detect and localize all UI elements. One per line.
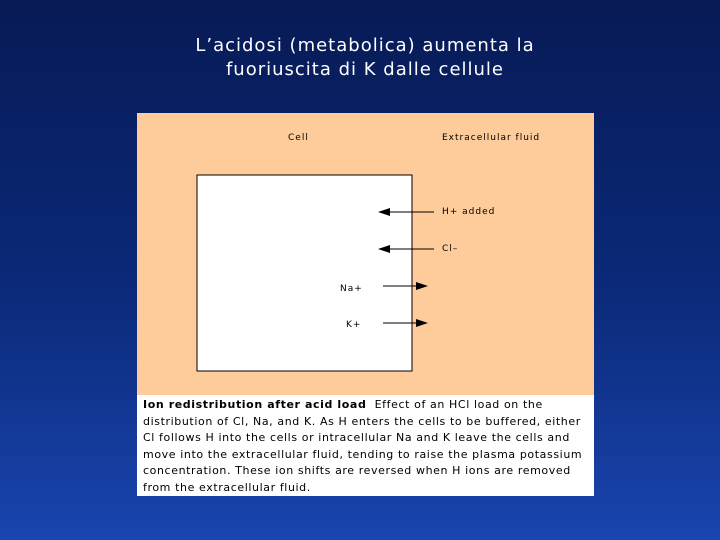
diagram-graphics	[137, 113, 594, 395]
figure-caption	[143, 397, 588, 497]
slide-title	[0, 34, 720, 82]
caption-text: Effect of an HCl load on the distribution of Cl, Na, and K. As H enters the cells to be buffered, either Cl follows H into the cells or intracellular Na and K leave the cells and move into the extracellular fluid, tending to raise the plasma potassium concentration. These ion shifts are reversed when H ions are removed from the extracellular fluid.	[143, 398, 583, 494]
slide-title-line-2: fuoriuscita di K dalle cellule	[225, 59, 505, 80]
ion-diagram	[137, 113, 594, 395]
caption-title: Ion redistribution after acid load	[143, 398, 367, 411]
cell-label: Cell	[288, 133, 309, 143]
na-label: Na+	[340, 284, 363, 294]
cell-box	[197, 175, 412, 371]
cl-label: Cl–	[442, 244, 459, 254]
extracellular-label: Extracellular fluid	[442, 133, 541, 143]
k-label: K+	[346, 320, 362, 330]
figure	[137, 113, 594, 496]
slide-title-line-1: L’acidosi (metabolica) aumenta la	[195, 35, 535, 56]
h-added-label: H+ added	[442, 207, 496, 217]
